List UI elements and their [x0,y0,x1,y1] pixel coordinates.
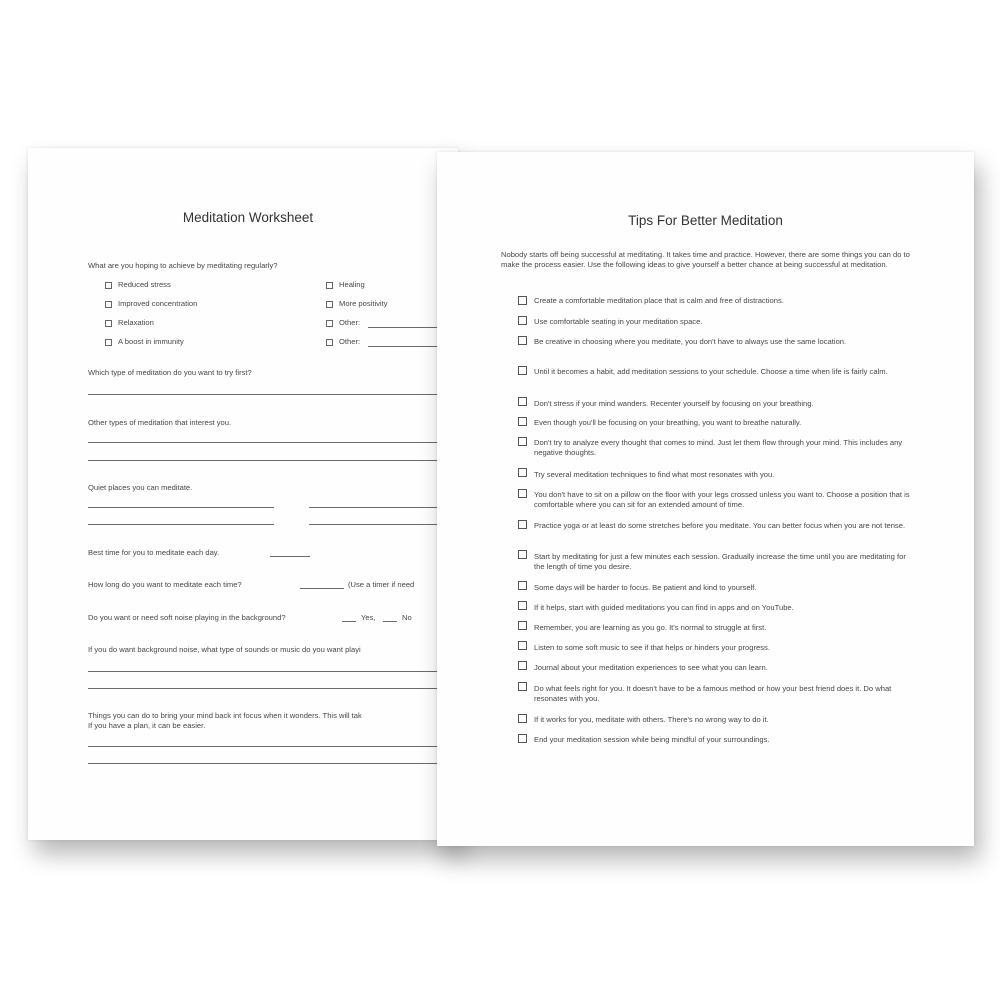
question-goals: What are you hoping to achieve by meditating regularly? [88,261,278,270]
tip-item: If it helps, start with guided meditations you can find in apps and on YouTube. [534,603,794,612]
tip-checkbox[interactable] [518,417,527,426]
answer-line[interactable] [88,763,458,764]
worksheet-title: Meditation Worksheet [182,210,314,225]
question-noise: Do you want or need soft noise playing in the background? [88,613,286,622]
answer-line[interactable] [88,524,274,525]
tip-checkbox[interactable] [518,397,527,406]
no-field[interactable] [383,621,397,622]
checkbox-improved-concentration[interactable] [105,301,112,308]
tip-checkbox[interactable] [518,296,527,305]
question-how-long: How long do you want to meditate each time? [88,580,242,589]
tip-item: Be creative in choosing where you meditate, you don't have to always use the same location. [534,337,847,346]
checkbox-more-positivity[interactable] [326,301,333,308]
tip-item: Try several meditation techniques to find what most resonates with you. [534,470,775,479]
yes-label: Yes, [361,613,376,622]
question-focus-cont: If you have a plan, it can be easier. [88,721,206,730]
worksheet-page [28,148,458,840]
option-label: Relaxation [118,318,154,327]
option-label: Improved concentration [118,299,198,308]
how-long-field[interactable] [300,588,344,589]
tip-item: Create a comfortable meditation place that is calm and free of distractions. [534,296,784,305]
question-other-types: Other types of meditation that interest you. [88,418,232,427]
answer-line[interactable] [88,442,458,443]
answer-line[interactable] [88,671,458,672]
tip-checkbox[interactable] [518,661,527,670]
tip-item: Some days will be harder to focus. Be patient and kind to yourself. [534,583,757,592]
tip-item: You don't have to sit on a pillow on the floor with your legs crossed unless you want to. Choose a position that is comfortable where you can sit for an extended amount of time. [534,490,910,509]
tips-intro: Nobody starts off being successful at meditating. It takes time and practice. However, there are some things you can do to make the process easier. Use the following ideas to give yourself a better chance at being successful at meditation. [501,250,910,269]
tips-page [437,152,974,846]
question-type: Which type of meditation do you want to try first? [88,368,252,377]
question-focus: Things you can do to bring your mind back int focus when it wonders. This will tak [88,711,362,720]
tip-checkbox[interactable] [518,621,527,630]
tip-checkbox[interactable] [518,682,527,691]
tip-item: Practice yoga or at least do some stretches before you meditate. You can better focus when you are not tense. [534,521,906,530]
timer-note: (Use a timer if need [348,580,415,589]
option-label: A boost in immunity [118,337,184,346]
answer-line[interactable] [88,394,458,395]
tip-checkbox[interactable] [518,734,527,743]
question-best-time: Best time for you to meditate each day. [88,548,220,557]
option-label: Other: [339,337,361,346]
answer-line[interactable] [309,524,458,525]
yes-field[interactable] [342,621,356,622]
tip-item: Remember, you are learning as you go. It's normal to struggle at first. [534,623,767,632]
tip-checkbox[interactable] [518,316,527,325]
tip-checkbox[interactable] [518,581,527,590]
checkbox-reduced-stress[interactable] [105,282,112,289]
tip-checkbox[interactable] [518,437,527,446]
tip-item: End your meditation session while being mindful of your surroundings. [534,735,770,744]
option-label: Healing [339,280,365,289]
tip-item: Use comfortable seating in your meditation space. [534,317,703,326]
checkbox-other-2[interactable] [326,339,333,346]
checkbox-boost-immunity[interactable] [105,339,112,346]
question-places: Quiet places you can meditate. [88,483,193,492]
tip-item: Do what feels right for you. It doesn't have to be a famous method or how your best friend does it. Do what resonates with you. [534,684,892,703]
tip-checkbox[interactable] [518,601,527,610]
tip-checkbox[interactable] [518,520,527,529]
answer-line[interactable] [88,460,458,461]
checkbox-relaxation[interactable] [105,320,112,327]
tip-item: Listen to some soft music to see if that helps or hinders your progress. [534,643,770,652]
tip-item: Don't stress if your mind wanders. Recenter yourself by focusing on your breathing. [534,399,814,408]
question-sounds: If you do want background noise, what type of sounds or music do you want playi [88,645,361,654]
tip-checkbox[interactable] [518,641,527,650]
tip-checkbox[interactable] [518,489,527,498]
tip-item: Start by meditating for just a few minutes each session. Gradually increase the time until you are meditating for the length of time you desire. [534,552,906,571]
tip-item: Until it becomes a habit, add meditation sessions to your schedule. Choose a time when life is fairly calm. [534,367,888,376]
tip-item: Journal about your meditation experiences to see what you can learn. [534,663,768,672]
tip-checkbox[interactable] [518,336,527,345]
no-label: No [402,613,412,622]
tip-item: If it works for you, meditate with others. There's no wrong way to do it. [534,715,769,724]
tip-item: Don't try to analyze every thought that comes to mind. Just let them flow through your mind. This includes any negative thoughts. [534,438,903,457]
answer-line[interactable] [88,746,458,747]
answer-line[interactable] [309,507,458,508]
best-time-field[interactable] [270,556,310,557]
tip-checkbox[interactable] [518,550,527,559]
checkbox-healing[interactable] [326,282,333,289]
option-label: Reduced stress [118,280,171,289]
answer-line[interactable] [88,507,274,508]
option-label: More positivity [339,299,388,308]
option-label: Other: [339,318,361,327]
tips-title: Tips For Better Meditation [628,213,783,228]
answer-line[interactable] [88,688,458,689]
checkbox-other-1[interactable] [326,320,333,327]
tip-checkbox[interactable] [518,468,527,477]
tip-checkbox[interactable] [518,714,527,723]
tip-checkbox[interactable] [518,366,527,375]
tip-item: Even though you'll be focusing on your breathing, you want to breathe naturally. [534,418,802,427]
